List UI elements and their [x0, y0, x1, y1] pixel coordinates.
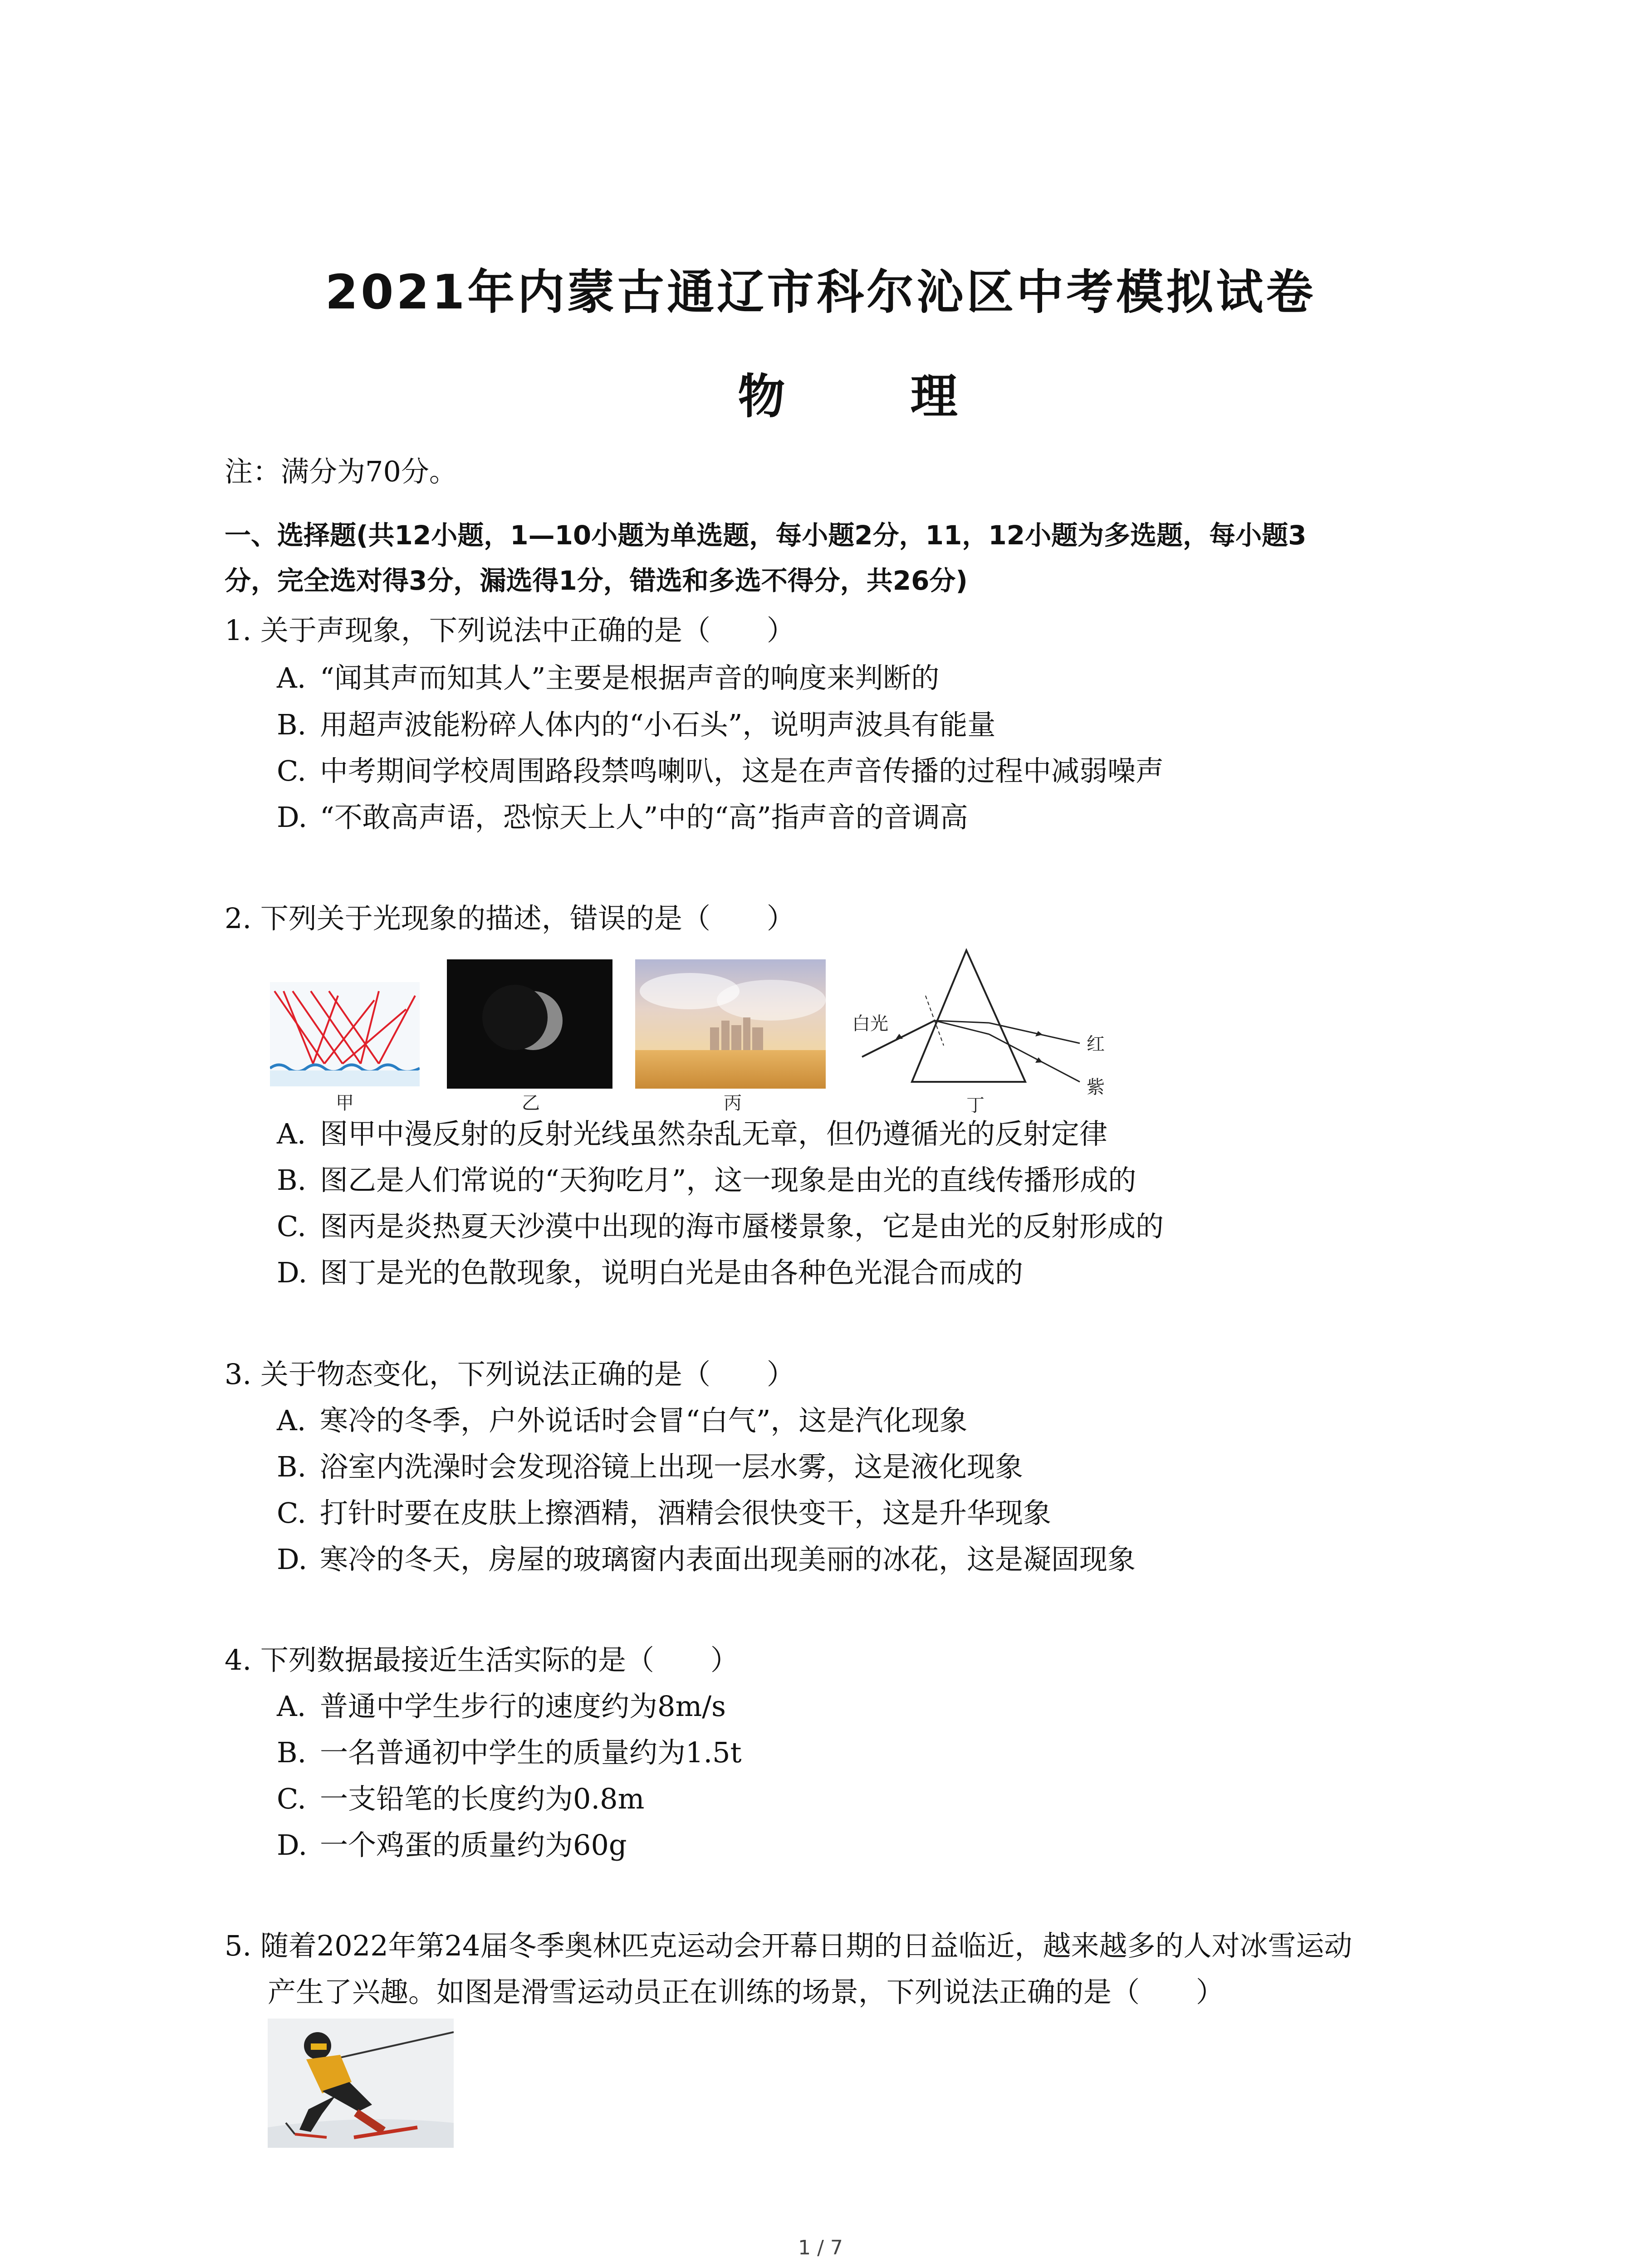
figure-bing-mirage	[635, 959, 826, 1089]
label-white-light: 白光	[852, 1013, 888, 1034]
q4-option-c: C. 一支铅笔的长度约为0.8m	[277, 1782, 645, 1815]
q3-option-c: C. 打针时要在皮肤上擦酒精，酒精会很快变干，这是升华现象	[277, 1496, 1052, 1530]
exam-title: 2021年内蒙古通辽市科尔沁区中考模拟试卷	[325, 264, 1316, 320]
q3-option-d: D. 寒冷的冬天，房屋的玻璃窗内表面出现美丽的冰花，这是凝固现象	[277, 1543, 1136, 1576]
q3-option-b: B. 浴室内洗澡时会发现浴镜上出现一层水雾，这是液化现象	[277, 1450, 1024, 1483]
question-1: 1. 关于声现象，下列说法中正确的是（ ）	[225, 614, 795, 647]
section-heading-line2: 分，完全选对得3分，漏选得1分，错选和多选不得分，共26分)	[225, 565, 968, 596]
q4-option-b: B. 一名普通初中学生的质量约为1.5t	[277, 1736, 742, 1769]
figure-skier-photo	[268, 2019, 454, 2148]
q4-option-d: D. 一个鸡蛋的质量约为60g	[277, 1828, 627, 1862]
question-2: 2. 下列关于光现象的描述，错误的是（ ）	[225, 902, 795, 935]
q2-option-a: A. 图甲中漫反射的反射光线虽然杂乱无章，但仍遵循光的反射定律	[277, 1117, 1108, 1150]
q2-option-c: C. 图丙是炎热夏天沙漠中出现的海市蜃楼景象，它是由光的反射形成的	[277, 1210, 1164, 1243]
question-5-line2: 产生了兴趣。如图是滑雪运动员正在训练的场景，下列说法正确的是（ ）	[268, 1975, 1225, 2009]
section-heading-line1: 一、选择题(共12小题，1—10小题为单选题，每小题2分，11，12小题为多选题，每小题3	[225, 520, 1307, 551]
question-4: 4. 下列数据最接近生活实际的是（ ）	[225, 1643, 739, 1677]
figure-yi-label: 乙	[522, 1093, 540, 1114]
label-red: 红	[1087, 1034, 1105, 1055]
q2-option-d: D. 图丁是光的色散现象，说明白光是由各种色光混合而成的	[277, 1256, 1024, 1289]
q3-option-a: A. 寒冷的冬季，户外说话时会冒“白气”，这是汽化现象	[277, 1404, 968, 1437]
figure-jia-diffuse-reflection	[270, 982, 420, 1086]
q1-option-a: A. “闻其声而知其人”主要是根据声音的响度来判断的	[277, 661, 940, 694]
question-3: 3. 关于物态变化，下列说法正确的是（ ）	[225, 1358, 795, 1391]
label-purple: 紫	[1087, 1077, 1105, 1098]
figure-jia-label: 甲	[336, 1093, 354, 1114]
question-5-line1: 5. 随着2022年第24届冬季奥林匹克运动会开幕日期的日益临近，越来越多的人对冰雪运动	[225, 1929, 1352, 1962]
q1-option-b: B. 用超声波能粉碎人体内的“小石头”，说明声波具有能量	[277, 708, 996, 741]
figure-yi-lunar-eclipse	[447, 959, 612, 1089]
subject-title: 物 理	[738, 369, 1012, 424]
q1-option-c: C. 中考期间学校周围路段禁鸣喇叭，这是在声音传播的过程中减弱噪声	[277, 754, 1164, 787]
q2-option-b: B. 图乙是人们常说的“天狗吃月”，这一现象是由光的直线传播形成的	[277, 1163, 1136, 1197]
page-number: 1 / 7	[798, 2236, 843, 2259]
q4-option-a: A. 普通中学生步行的速度约为8m/s	[277, 1690, 726, 1723]
q1-option-d: D. “不敢高声语，恐惊天上人”中的“高”指声音的音调高	[277, 801, 968, 834]
figure-bing-label: 丙	[724, 1093, 742, 1114]
figure-ding-label: 丁	[966, 1095, 985, 1116]
score-note: 注：满分为70分。	[225, 455, 457, 488]
